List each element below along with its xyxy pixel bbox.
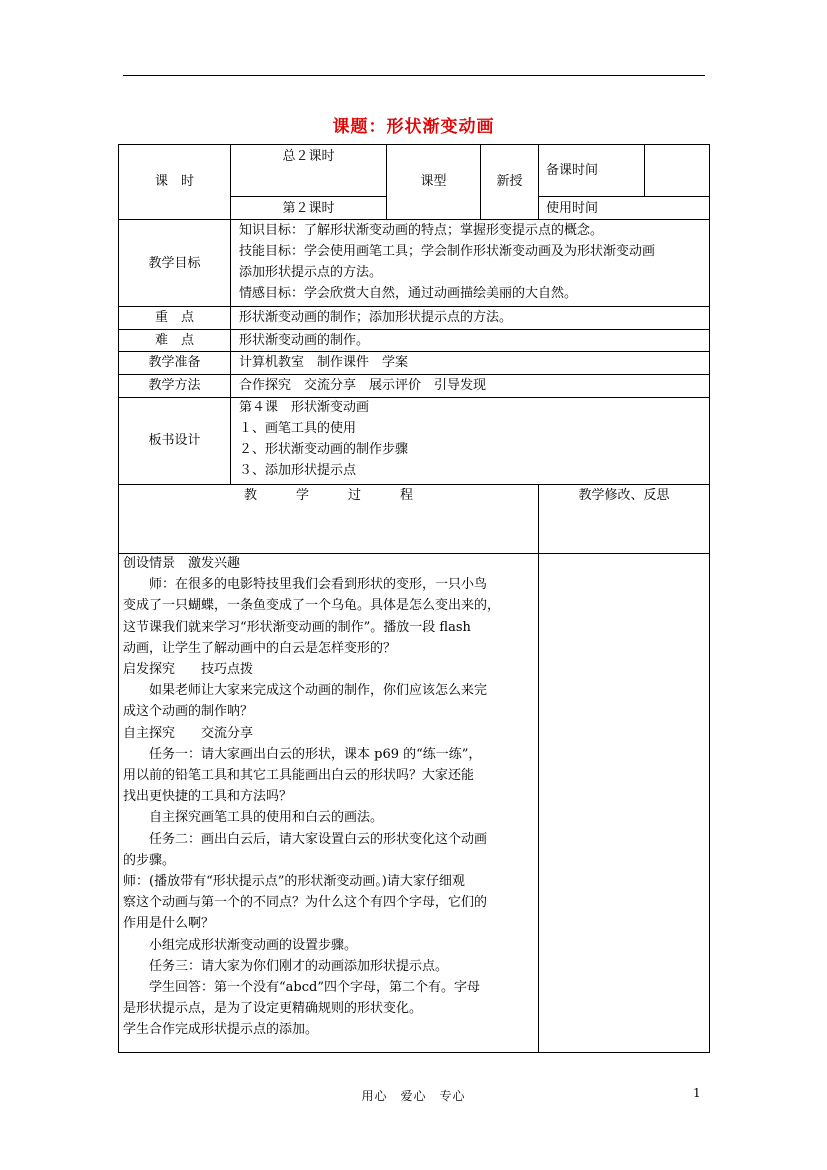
header-rule xyxy=(123,75,705,76)
process-line: 这节课我们就来学习“形状渐变动画的制作”。播放一段 flash xyxy=(123,619,471,635)
page-number: 1 xyxy=(693,1086,701,1100)
prep-time-label: 备课时间 xyxy=(546,163,599,178)
process-line: 如果老师让大家来完成这个动画的制作，你们应该怎么来完 xyxy=(149,683,488,699)
footer-text: 用心 爱心 专心 xyxy=(361,1089,466,1103)
process-line: 任务一：请大家画出白云的形状，课本 p69 的“练一练”， xyxy=(149,746,482,762)
goal-line: 情感目标：学会欣赏大自然，通过动画描绘美丽的大自然。 xyxy=(239,286,578,301)
row-divider xyxy=(538,196,710,197)
method-label: 教学方法 xyxy=(148,378,201,393)
process-line: 师：在很多的电影特技里我们会看到形状的变形，一只小鸟 xyxy=(149,577,488,593)
process-line: 启发探究 技巧点拨 xyxy=(123,662,254,678)
table-border-left xyxy=(118,144,119,1053)
process-line: 用以前的铅笔工具和其它工具能画出白云的形状吗？大家还能 xyxy=(123,768,475,784)
column-divider xyxy=(644,144,645,197)
table-border-top xyxy=(118,144,710,145)
goals-label: 教学目标 xyxy=(148,256,201,271)
key-value: 形状渐变动画的制作；添加形状提示点的方法。 xyxy=(239,310,513,325)
reflect-header: 教学修改、反思 xyxy=(578,488,670,503)
process-line: 察这个动画与第一个的不同点？为什么这个有四个字母，它们的 xyxy=(123,895,488,911)
process-line: 自主探究画笔工具的使用和白云的画法。 xyxy=(149,810,384,826)
table-border-right xyxy=(709,144,710,1053)
method-value: 合作探究 交流分享 展示评价 引导发现 xyxy=(239,378,487,393)
table-border-bottom xyxy=(118,1052,710,1053)
process-header: 教 学 过 程 xyxy=(243,488,413,503)
board-label: 板书设计 xyxy=(148,433,201,448)
goal-line: 添加形状提示点的方法。 xyxy=(239,265,383,280)
type-value: 新授 xyxy=(496,174,523,189)
prep-value: 计算机教室 制作课件 学案 xyxy=(239,355,409,370)
difficult-value: 形状渐变动画的制作。 xyxy=(239,333,370,348)
process-line: 自主探究 交流分享 xyxy=(123,725,254,741)
goal-line: 技能目标：学会使用画笔工具；学会制作形状渐变动画及为形状渐变动画 xyxy=(239,244,656,259)
use-time-label: 使用时间 xyxy=(546,201,599,216)
process-line: 成这个动画的制作呐？ xyxy=(123,704,254,720)
column-divider xyxy=(538,484,539,1053)
type-label: 课型 xyxy=(420,174,447,189)
page-title: 课题：形状渐变动画 xyxy=(332,117,495,137)
process-line: 创设情景 激发兴趣 xyxy=(123,556,241,571)
row-divider xyxy=(230,196,386,197)
total-hours: 总２课时 xyxy=(282,149,335,164)
process-line: 的步骤。 xyxy=(123,852,176,868)
keshi-label: 课 时 xyxy=(154,174,194,189)
process-line: 任务三：请大家为你们刚才的动画添加形状提示点。 xyxy=(149,958,449,974)
board-line: 第４课 形状渐变动画 xyxy=(239,400,370,415)
board-text xyxy=(239,397,707,481)
key-label: 重 点 xyxy=(154,310,194,325)
process-line: 任务二：画出白云后，请大家设置白云的形状变化这个动画 xyxy=(149,831,488,847)
process-line: 是形状提示点，是为了设定更精确规则的形状变化。 xyxy=(123,1001,423,1017)
board-line: １、画笔工具的使用 xyxy=(239,421,357,436)
process-line: 学生回答：第一个没有“abcd”四个字母，第二个有。字母 xyxy=(149,980,480,996)
process-line: 找出更快捷的工具和方法吗？ xyxy=(123,789,293,805)
process-line: 变成了一只蝴蝶，一条鱼变成了一个乌龟。具体是怎么变出来的， xyxy=(123,598,501,614)
column-divider xyxy=(230,144,231,485)
current-hour: 第２课时 xyxy=(282,201,335,216)
goals-text xyxy=(239,220,707,304)
prep-label: 教学准备 xyxy=(148,355,201,370)
process-line: 动画，让学生了解动画中的白云是怎样变形的？ xyxy=(123,640,397,656)
difficult-label: 难 点 xyxy=(154,333,194,348)
process-line: 小组完成形状渐变动画的设置步骤。 xyxy=(149,937,358,953)
board-line: ３、添加形状提示点 xyxy=(239,463,357,478)
board-line: ２、形状渐变动画的制作步骤 xyxy=(239,442,409,457)
process-line: 作用是什么啊？ xyxy=(123,916,215,932)
column-divider xyxy=(538,144,539,220)
goal-line: 知识目标：了解形状渐变动画的特点；掌握形变提示点的概念。 xyxy=(239,223,604,238)
process-line: 学生合作完成形状提示点的添加。 xyxy=(123,1022,319,1038)
process-body xyxy=(123,553,535,1041)
process-line: 师：(播放带有“形状提示点”的形状渐变动画。)请大家仔细观 xyxy=(123,874,465,890)
